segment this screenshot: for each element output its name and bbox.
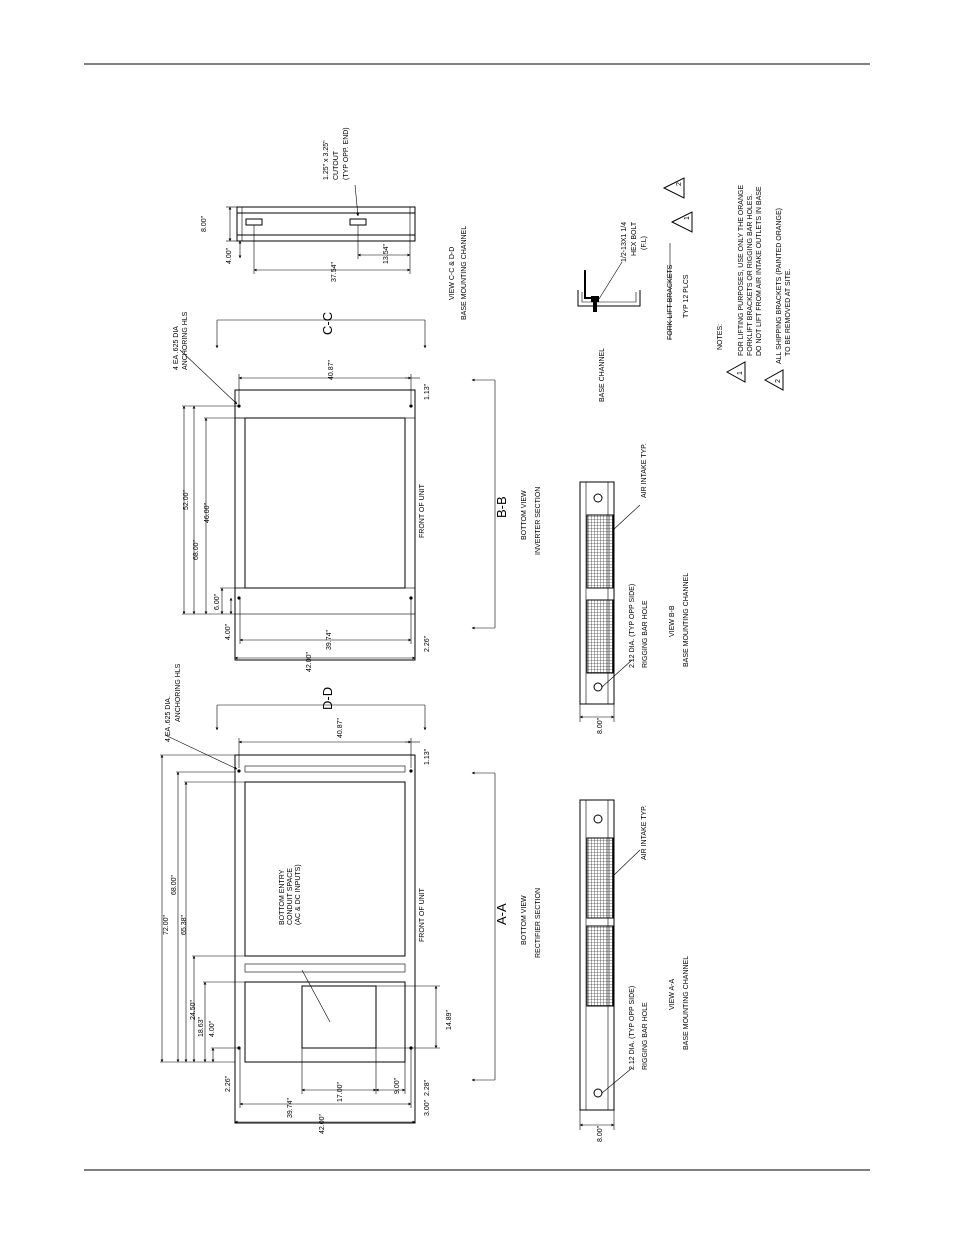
rect-dim-400: 4.00" bbox=[209, 1020, 216, 1037]
inv-anchor-2: ANCHORING HLS bbox=[182, 311, 189, 370]
conduit-3: (AC & DC INPUTS) bbox=[295, 864, 302, 925]
rect-dim-6800: 68.00" bbox=[171, 874, 178, 895]
note-2-triangle-legend bbox=[664, 178, 684, 198]
label-b-b: B-B bbox=[494, 496, 509, 518]
note-1-line-2: FORKLIFT BRACKETS OR RIGGING BAR HOLES. bbox=[747, 193, 754, 356]
inv-front: FRONT OF UNIT bbox=[419, 484, 426, 538]
note-2-num: 2 bbox=[775, 379, 782, 383]
view-cd-dim-400: 4.00" bbox=[226, 247, 233, 264]
rect-dim-3974: 39.74" bbox=[287, 1097, 294, 1118]
view-aa-title-1: VIEW A-A bbox=[669, 978, 676, 1010]
rect-dim-900: 9.00" bbox=[394, 1077, 401, 1094]
rect-dim-1489: 14.89" bbox=[446, 1009, 453, 1030]
rect-front: FRONT OF UNIT bbox=[419, 888, 426, 942]
label-c-c: C-C bbox=[320, 311, 335, 335]
view-cd-dim-1354: 13.54" bbox=[383, 243, 390, 264]
bolt-2: HEX BOLT bbox=[631, 221, 638, 256]
rect-dim-4200: 42.00" bbox=[319, 1113, 326, 1134]
conduit-1: BOTTOM ENTRY bbox=[279, 869, 286, 925]
rect-anchor-2: ANCHORING HLS bbox=[175, 663, 182, 722]
view-cd-title-1: VIEW C-C & D-D bbox=[449, 246, 456, 300]
inv-dim-4087: 40.87" bbox=[328, 359, 335, 380]
bolt-1: 1/2-13X1 1/4 bbox=[621, 221, 628, 262]
inv-dim-226: 2.26" bbox=[424, 635, 431, 652]
note-1-num: 1 bbox=[737, 371, 744, 375]
rect-dim-7200: 72.00" bbox=[163, 914, 170, 935]
inv-dim-5200: 52.00" bbox=[183, 489, 190, 510]
note-2-line-2: TO BE REMOVED AT SITE. bbox=[785, 268, 792, 356]
inverter-bottom-view bbox=[180, 320, 495, 660]
inv-dim-600: 6.00" bbox=[214, 593, 221, 610]
rect-anchor-1: 4 EA .625 DIA. bbox=[165, 696, 172, 742]
view-aa-title-2: BASE MOUNTING CHANNEL bbox=[683, 955, 690, 1050]
rect-dim-228: 2.28" bbox=[424, 1079, 431, 1096]
rect-dim-2450: 24.50" bbox=[190, 999, 197, 1020]
bolt-3: (F.L) bbox=[641, 236, 648, 250]
inv-section: INVERTER SECTION bbox=[535, 486, 542, 555]
view-aa-channel bbox=[580, 800, 640, 1130]
inv-dim-4600: 46.00" bbox=[204, 502, 211, 523]
rect-dim-4087: 40.87" bbox=[337, 717, 344, 738]
rect-bottom-view: BOTTOM VIEW bbox=[521, 895, 528, 945]
fork-lift-title: FORK LIFT BRACKETS bbox=[667, 264, 674, 340]
view-aa-rig-2: RIGGING BAR HOLE bbox=[642, 1002, 649, 1070]
inv-dim-4200: 42.00" bbox=[306, 651, 313, 672]
base-channel: BASE CHANNEL bbox=[599, 347, 606, 402]
rect-dim-113: 1.13" bbox=[424, 748, 431, 765]
note-1-triangle-legend bbox=[672, 212, 692, 232]
view-bb-dim-800: 8.00" bbox=[597, 717, 604, 734]
view-cd-dim-800: 8.00" bbox=[201, 215, 208, 232]
view-cd-dim-3754: 37.54" bbox=[331, 261, 338, 282]
notes-heading: NOTES: bbox=[717, 323, 724, 350]
rect-dim-300: 3.00" bbox=[424, 1099, 431, 1116]
tri-label-2: 2 bbox=[676, 182, 683, 186]
view-aa-dim-800: 8.00" bbox=[597, 1125, 604, 1142]
inv-dim-3974: 39.74" bbox=[326, 629, 333, 650]
view-bb-title-1: VIEW B-B bbox=[669, 605, 676, 637]
label-d-d: D-D bbox=[320, 686, 335, 710]
tri-label-1: 1 bbox=[684, 216, 691, 220]
view-bb-rig-2: RIGGING BAR HOLE bbox=[642, 600, 649, 668]
rect-dim-6538: 65.38" bbox=[181, 914, 188, 935]
cutout-3: (TYP OPP. END) bbox=[343, 127, 350, 180]
view-cd-title-2: BASE MOUNTING CHANNEL bbox=[461, 225, 468, 320]
rect-dim-1700: 17.00" bbox=[337, 1081, 344, 1102]
cutout-2: CUTOUT bbox=[333, 150, 340, 180]
rectifier-bottom-view bbox=[160, 705, 495, 1123]
rect-section: RECTIFIER SECTION bbox=[535, 887, 542, 958]
note-1-line-1: FOR LIFTING PURPOSES, USE ONLY THE ORANGE bbox=[738, 184, 745, 356]
inv-bottom-view: BOTTOM VIEW bbox=[521, 490, 528, 540]
view-aa-rig-1: 2.12 DIA. (TYP OPP SIDE) bbox=[629, 985, 636, 1070]
fork-lift-typ: TYP 12 PLCS bbox=[683, 274, 690, 318]
inv-dim-113: 1.13" bbox=[424, 383, 431, 400]
rect-dim-1863: 18.63" bbox=[198, 1016, 205, 1037]
note-1-line-3: DO NOT LIFT FROM AIR INTAKE OUTLETS IN BASE bbox=[756, 186, 763, 356]
view-bb-title-2: BASE MOUNTING CHANNEL bbox=[683, 572, 690, 667]
inv-anchor-1: 4 EA .625 DIA bbox=[173, 326, 180, 370]
view-bb-air: AIR INTAKE TYP. bbox=[641, 443, 648, 498]
label-a-a: A-A bbox=[494, 903, 509, 925]
inv-dim-400: 4.00" bbox=[225, 623, 232, 640]
conduit-2: CONDUIT SPACE bbox=[287, 868, 294, 925]
inv-dim-6800: 68.00" bbox=[193, 539, 200, 560]
note-2-line-1: ALL SHIPPING BRACKETS (PAINTED ORANGE) bbox=[776, 208, 783, 364]
view-bb-rig-1: 2.12 DIA. (TYP OPP SIDE) bbox=[629, 583, 636, 668]
cutout-1: 1.25" x 3.25" bbox=[323, 140, 330, 180]
fork-lift-bracket-detail bbox=[578, 262, 640, 312]
rect-dim-226: 2.26" bbox=[225, 1075, 232, 1092]
view-aa-air: AIR INTAKE TYP. bbox=[641, 805, 648, 860]
